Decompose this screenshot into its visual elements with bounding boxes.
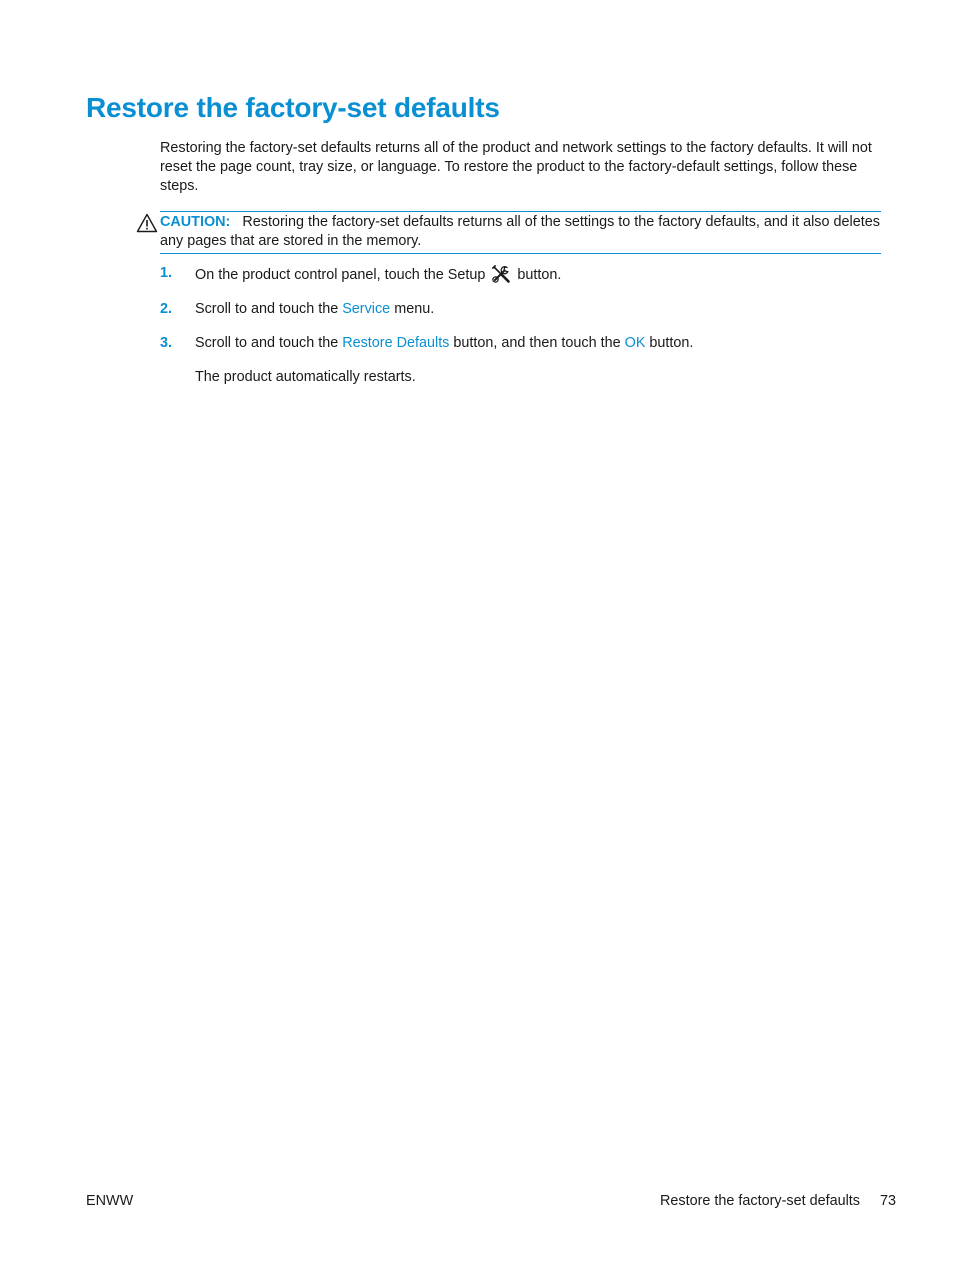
step-text: button, and then touch the <box>453 335 621 351</box>
step-text: button. <box>649 335 694 351</box>
step-text: On the product control panel, touch the Setup <box>195 267 486 283</box>
step-number: 2. <box>160 301 173 317</box>
step-2 <box>160 300 880 319</box>
ok-button-term: OK <box>624 335 646 351</box>
step-note: The product automatically restarts. <box>195 369 416 385</box>
caution-label: CAUTION: <box>160 214 231 230</box>
step-3 <box>160 334 880 387</box>
restore-defaults-term: Restore Defaults <box>342 335 450 351</box>
footer-right <box>660 1192 896 1211</box>
step-number: 1. <box>160 265 173 281</box>
setup-wrench-icon <box>491 264 511 284</box>
service-menu-term: Service <box>342 301 391 317</box>
page-number: 73 <box>879 1193 896 1209</box>
footer-section-title: Restore the factory-set defaults <box>660 1193 860 1209</box>
step-1 <box>160 264 880 285</box>
step-text: menu. <box>394 301 435 317</box>
step-text: Scroll to and touch the <box>195 335 339 351</box>
step-text: Scroll to and touch the <box>195 301 339 317</box>
page-title: Restore the factory-set defaults <box>86 92 500 123</box>
caution-text: Restoring the factory-set defaults returns all of the settings to the factory defaults, and it also deletes any pages that are stored in the memory. <box>160 214 880 249</box>
intro-paragraph: Restoring the factory-set defaults returns all of the product and network settings to the factory defaults. It will not reset the page count, tray size, or language. To restore the product to the factory-default settings, follow these steps. <box>160 140 872 194</box>
step-text: button. <box>517 267 562 283</box>
warning-triangle-icon <box>136 213 158 233</box>
step-number: 3. <box>160 335 173 351</box>
caution-note <box>160 211 881 254</box>
footer-locale: ENWW <box>86 1193 134 1209</box>
steps-list <box>160 264 880 402</box>
